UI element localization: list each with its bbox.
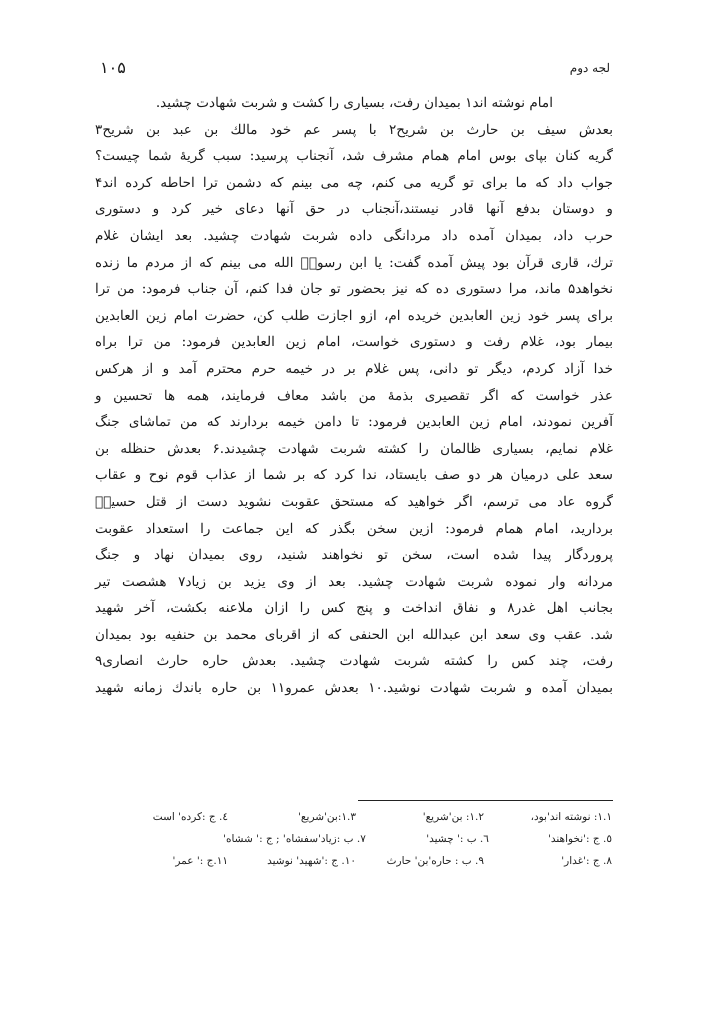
body-line: عذر خواست که اگر تقصیری بذمۀ من باشد معاف فرمایند، همه ها تحسین و <box>95 387 613 404</box>
body-line: ترك، قاری قرآن بود پیش آمده گفت: یا ابن رسولؐ الله می بینم که از مردم ما زنده <box>95 254 613 271</box>
body-line: رفت، چند کس را کشته شربت شهادت چشید. بعدش حاره حارث انصاری۹ <box>95 653 613 670</box>
footnote-row <box>100 806 612 828</box>
body-line: بیمار بود، غلام رفت و دستوری خواست، امام زین العابدین فرمود: من ترا براه <box>95 334 613 351</box>
footnote: ۱.۲: بن'شریع' <box>422 811 484 823</box>
running-head: لجه دوم <box>569 61 610 75</box>
body-line: بجانب اهل غدر۸ و نفاق انداخت و پنج کس را ازان ملاعنه بکشت، آخر شهید <box>95 600 613 617</box>
body-line: آفرین نمودند، امام زین العابدین فرمود: تا دامن خیمه بردارند که من تماشای جنگ <box>95 414 613 431</box>
footnote: ۱۱.ج :' عمر' <box>172 855 228 867</box>
body-line: حرب داد، بمیدان آمده داد مردانگی داده شربت شهادت چشید. بعد ایشان غلام <box>95 227 613 244</box>
footnote-row <box>100 828 612 850</box>
footnote: ۷. ب :زیاد'سفشاه' ; ج :' ششاه' <box>223 833 366 845</box>
footnote <box>100 828 223 850</box>
footnote-row <box>100 850 612 872</box>
body-line: گریه کنان بپای بوس امام همام مشرف شد، آنجناب پرسید: سبب گریۀ شما چیست؟ <box>95 148 613 165</box>
body-line: غلام نمایم، بسیاری ظالمان را کشته شربت شهادت چشیدند.۶ بعدش حنظله بن <box>95 440 613 457</box>
page-header <box>100 58 610 82</box>
footnote: ۱.۱: نوشته اند'بود، <box>530 811 612 823</box>
body-line: بمیدان آمده و شربت شهادت نوشید.۱۰ بعدش عمرو۱۱ بن حاره باندك زمانه شهید <box>95 680 613 697</box>
footnote: ٦. ب :' چشید' <box>426 833 489 845</box>
body-line: امام نوشته اند۱ بمیدان رفت، بسیاری را کشت و شربت شهادت چشید. <box>155 95 553 111</box>
footnote: ۸. ج :'غدار' <box>561 855 612 867</box>
footnote: ۹. ب : حاره'بن' حارث <box>386 855 484 867</box>
page-number: ۱۰۵ <box>100 58 126 77</box>
body-line: گروه عاد می ترسم، اگر خواهید که مستحق عقوبت نشوید دست از قتل حسینؑ <box>95 493 613 510</box>
footnotes <box>100 806 612 872</box>
footnote-divider <box>358 800 613 801</box>
body-line: برای پسر خود زین العابدین خریده ام، ازو اجازت طلب کن، حضرت امام زین العابدین <box>95 307 613 324</box>
footnote: ٥. ج :'نخواهند' <box>547 833 612 845</box>
body-line: جواب داد که ما برای تو گریه می کنم، چه می بینم که دشمن ترا احاطه کرده اند۴ <box>95 174 613 191</box>
body-line: بعدش سیف بن حارث بن شریح۲ با پسر عم خود مالك بن عبد بن شریح۳ <box>95 121 613 138</box>
body-line: شد. عقب وی سعد ابن عبدالله ابن الحنفی که از اقربای محمد بن حنفیه بود بمیدان <box>95 626 613 643</box>
body-line: سعد علی درمیان هر دو صف بایستاد، ندا کرد که بر شما از عذاب قوم نوح و عقاب <box>95 467 613 484</box>
body-line: پروردگار پیدا شده است، سخن تو نخواهند شنید، روی بمیدان نهاد و جنگ <box>95 547 613 564</box>
body-text <box>95 90 613 702</box>
body-line: مردانه وار نموده شربت شهادت چشید. بعد از وی یزید بن زیاد۷ هشصت تیر <box>95 573 613 590</box>
body-line: خدا آزاد کردم، دیگر تو دانی، پس غلام بر در خیمه حرم محترم آمد و از هرکس <box>95 360 613 377</box>
footnote: ٤. ج :کرده' است <box>152 811 228 823</box>
footnote: ۱.۳:بن'شریع' <box>298 811 356 823</box>
body-line: بردارید، امام همام فرمود: ازین سخن بگذر که این جماعت را استعداد عقوبت <box>95 520 613 537</box>
body-line: و دوستان بدفع آنها قادر نیستند،آنجناب در حق آنها دعای خیر کرد و دستوری <box>95 201 613 218</box>
body-line: نخواهد۵ ماند، مرا دستوری ده که نیز بحضور تو جان فدا کنم، آن جناب فرمود: من ترا <box>95 281 613 298</box>
footnote: ۱۰. ج :'شهید' نوشید <box>267 855 356 867</box>
